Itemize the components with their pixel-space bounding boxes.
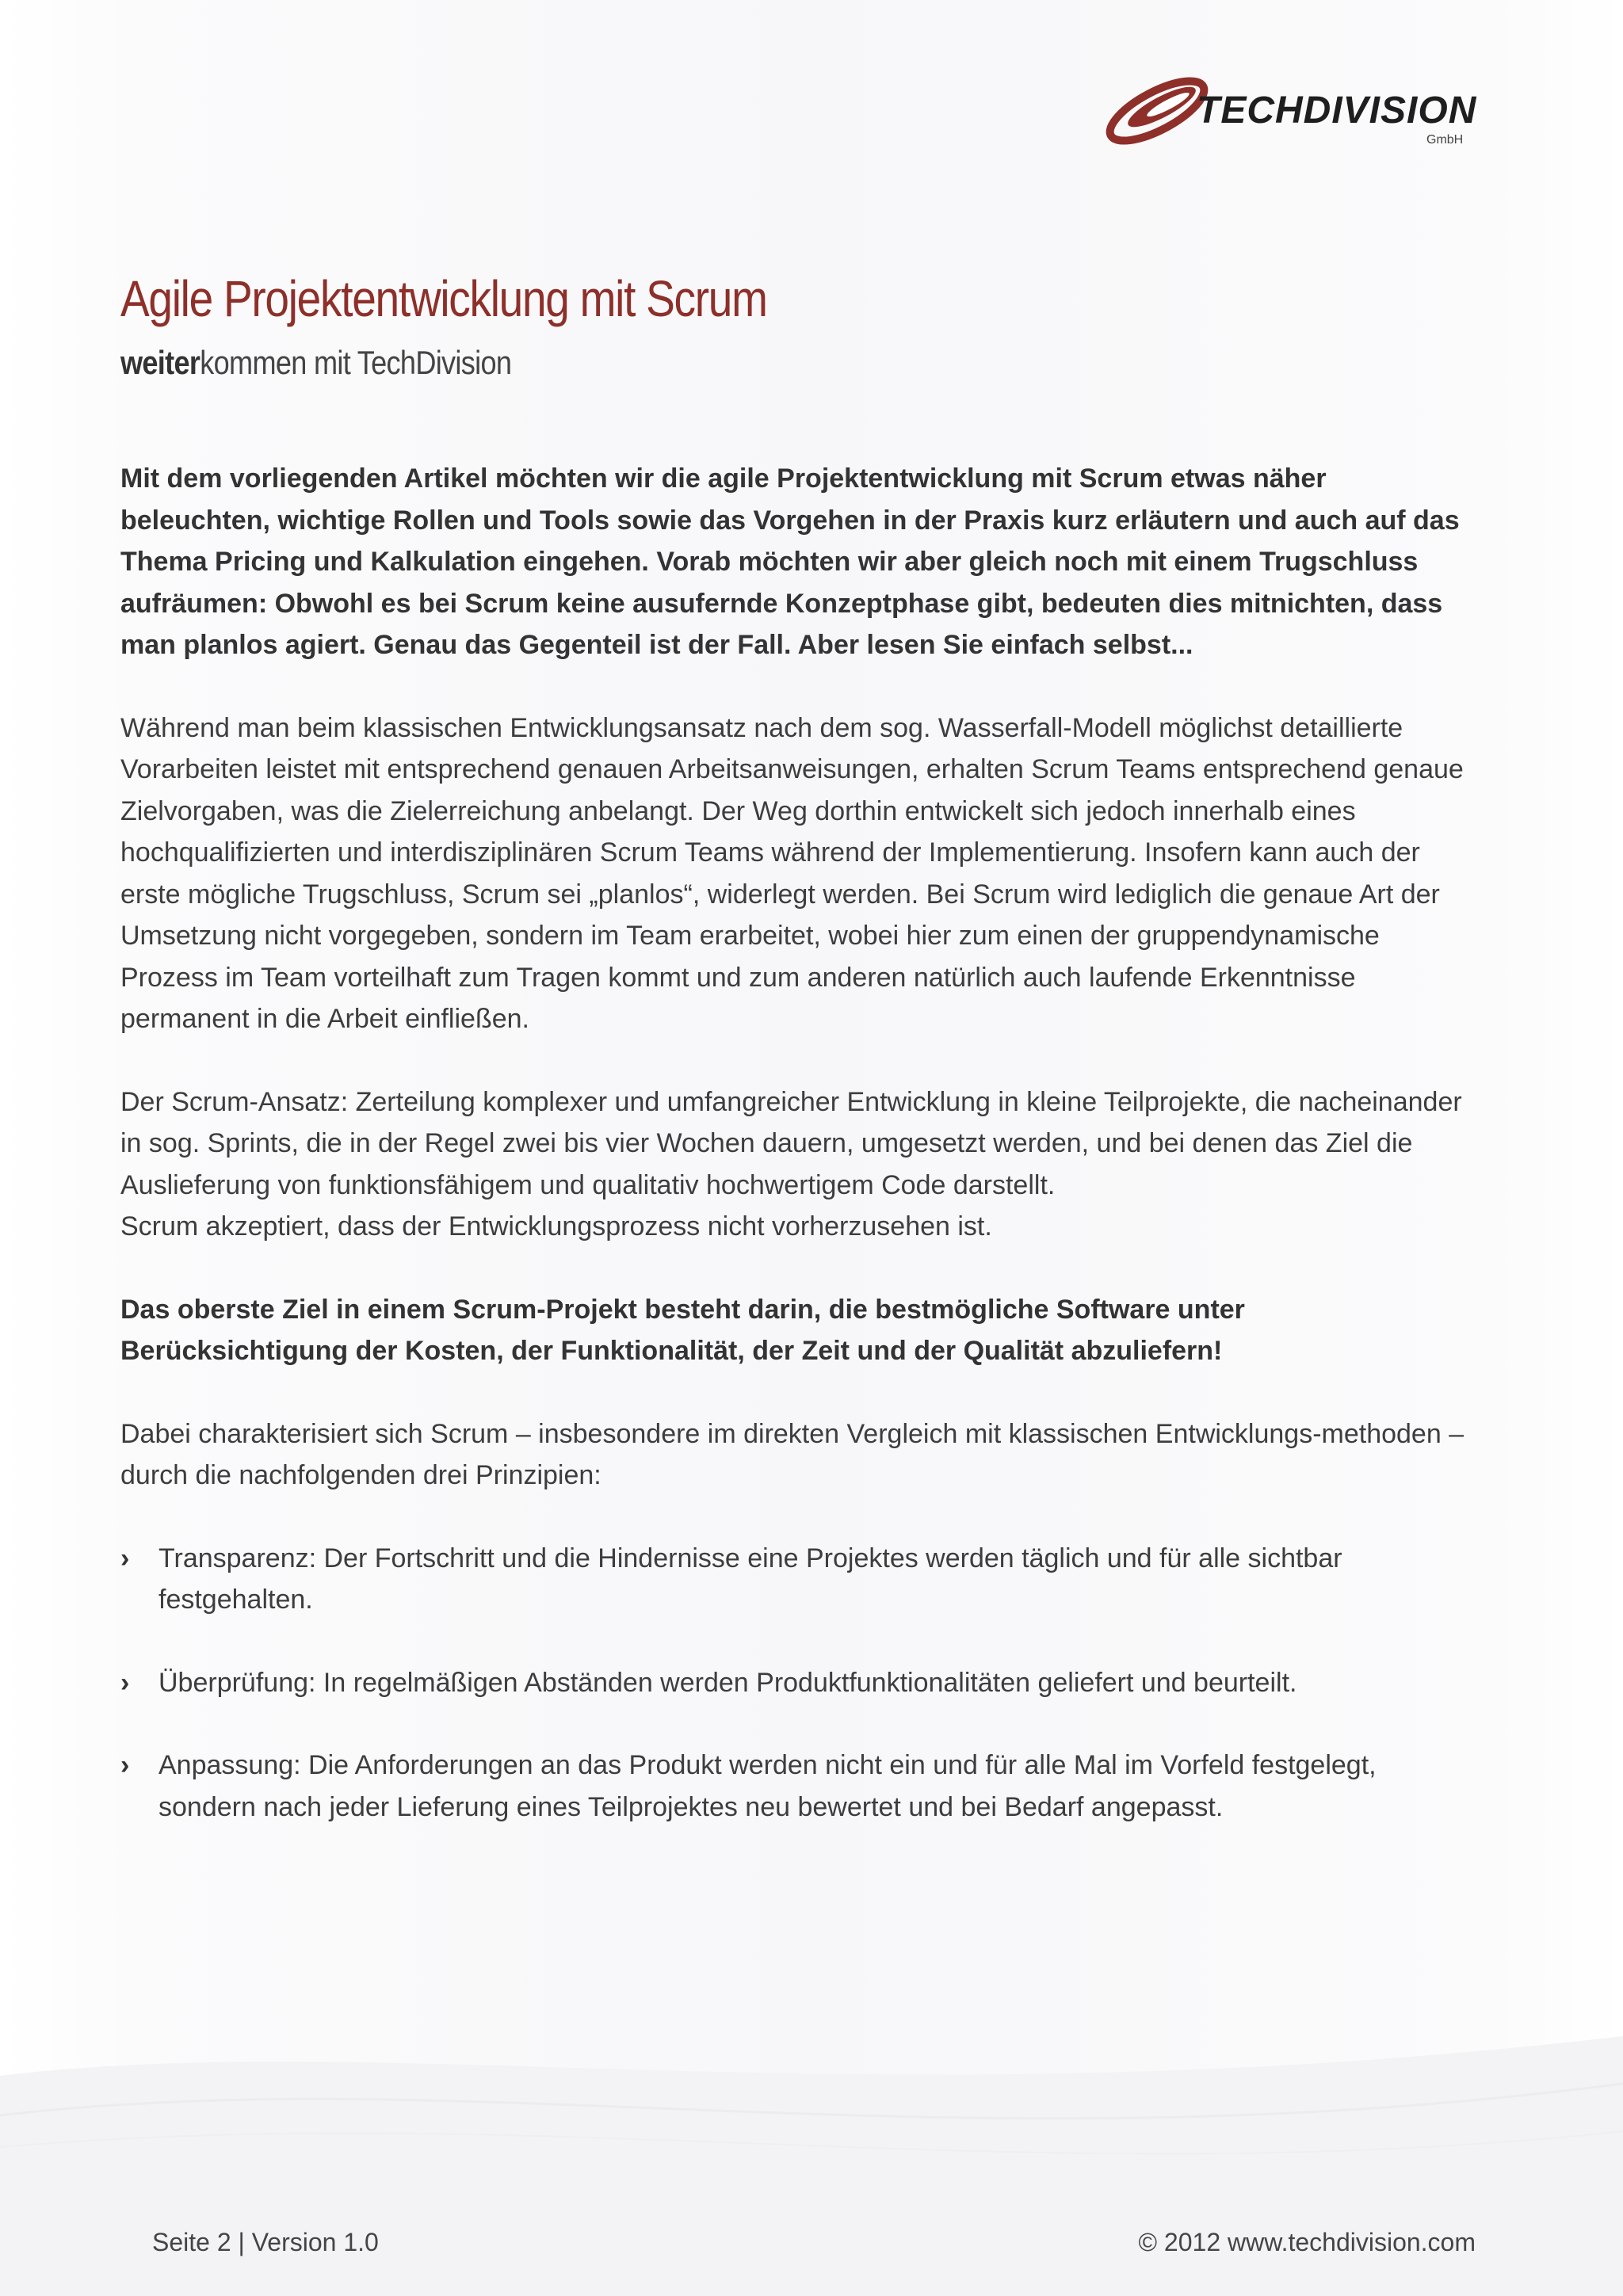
list-item-transparenz bbox=[120, 1538, 1476, 1621]
footer-copyright-link[interactable]: © 2012 www.techdivision.com bbox=[1138, 2228, 1476, 2256]
highlight-paragraph: Das oberste Ziel in einem Scrum-Projekt besteht darin, die bestmögliche Software unter Berücksichtigung der Kosten, der Funktionalität, der Zeit und der Qualität abzuliefern! bbox=[120, 1294, 1245, 1366]
page-title: Agile Projektentwicklung mit Scrum bbox=[120, 270, 767, 327]
chevron-right-icon: › bbox=[120, 1667, 130, 1698]
scrum-approach-text: Der Scrum-Ansatz: Zerteilung komplexer und umfangreicher Entwicklung in kleine Teilprojekte, die nacheinander in sog. Sprints, die in der Regel zwei bis vier Wochen dauern, umgesetzt werden, und bei denen das Ziel die Auslieferung von funktionsfähigem und qualitativ hochwertigem Code darstellt. bbox=[120, 1086, 1462, 1200]
principles-intro-paragraph: Dabei charakterisiert sich Scrum – insbesondere im direkten Vergleich mit klassischen Entwicklungs-methoden – durch die nachfolgenden drei Prinzipien: bbox=[120, 1418, 1465, 1490]
list-item-anpassung bbox=[120, 1745, 1476, 1828]
list-item-text: Anpassung: Die Anforderungen an das Produkt werden nicht ein und für alle Mal im Vorfeld festgelegt, sondern nach jeder Lieferung eines Teilprojektes neu bewertet und bei Bedarf angepasst. bbox=[158, 1750, 1377, 1822]
techdivision-logo[interactable] bbox=[1102, 63, 1482, 158]
logo-wordmark: TECHDIVISION bbox=[1197, 90, 1477, 132]
page-subtitle bbox=[120, 344, 511, 382]
list-item-text: Überprüfung: In regelmäßigen Abständen werden Produktfunktionalitäten geliefert und beurteilt. bbox=[158, 1667, 1297, 1698]
list-item-ueberpruefung bbox=[120, 1662, 1476, 1704]
logo-swirl-icon bbox=[1102, 63, 1212, 158]
chevron-right-icon: › bbox=[120, 1750, 130, 1780]
intro-paragraph: Mit dem vorliegenden Artikel möchten wir die agile Projektentwicklung mit Scrum etwas näher beleuchten, wichtige Rollen und Tools sowie das Vorgehen in der Praxis kurz erläutern und auch auf das Thema Pricing und Kalkulation eingehen. Vorab möchten wir aber gleich noch mit einem Trugschluss aufräumen: Obwohl es bei Scrum keine ausufernde Konzeptphase gibt, bedeuten dies mitnichten, dass man planlos agiert. Genau das Gegenteil ist der Fall. Aber lesen Sie einfach selbst... bbox=[120, 463, 1460, 660]
list-item-text: Transparenz: Der Fortschritt und die Hindernisse eine Projektes werden täglich und für alle sichtbar festgehalten. bbox=[158, 1543, 1342, 1615]
logo-company-suffix: GmbH bbox=[1426, 133, 1464, 147]
subtitle-text: kommen mit TechDivision bbox=[200, 344, 512, 381]
body-paragraph: Während man beim klassischen Entwicklungsansatz nach dem sog. Wasserfall-Modell möglichst detaillierte Vorarbeiten leistet mit entsprechend genauen Arbeitsanweisungen, erhalten Scrum Teams entsprechend genaue Zielvorgaben, was die Zielerreichung anbelangt. Der Weg dorthin entwickelt sich jedoch innerhalb eines hochqualifizierten und interdisziplinären Scrum Teams während der Implementierung. Insofern kann auch der erste mögliche Trugschluss, Scrum sei „planlos“, widerlegt werden. Bei Scrum wird lediglich die genaue Art der Umsetzung nicht vorgegeben, sondern im Team erarbeitet, wobei hier zum einen der gruppendynamische Prozess im Team vorteilhaft zum Tragen kommt und zum anderen natürlich auch laufende Erkenntnisse permanent in die Arbeit einfließen. bbox=[120, 712, 1464, 1034]
scrum-approach-paragraph bbox=[120, 1081, 1476, 1248]
chevron-right-icon: › bbox=[120, 1543, 130, 1573]
principles-list bbox=[120, 1538, 1476, 1829]
scrum-acceptance-text: Scrum akzeptiert, dass der Entwicklungsprozess nicht vorherzusehen ist. bbox=[120, 1211, 992, 1241]
footer-page-info: Seite 2 | Version 1.0 bbox=[152, 2228, 379, 2256]
article-body bbox=[120, 458, 1476, 1869]
subtitle-emphasis: weiter bbox=[120, 344, 200, 381]
